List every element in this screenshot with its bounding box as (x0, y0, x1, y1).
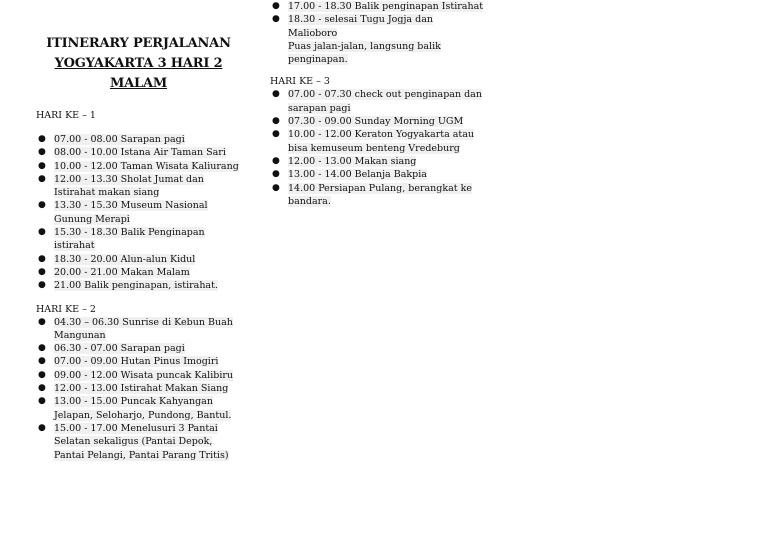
day-1-list (36, 133, 241, 293)
list-item: ● 21.00 Balik penginapan, istirahat. (38, 280, 218, 292)
list-item: ● 12.00 - 13.00 Istirahat Makan Siang (38, 383, 229, 395)
bullet-icon: ● (38, 316, 46, 327)
bullet-icon: ● (38, 160, 46, 171)
list-item: ● 17.00 - 18.30 Balik penginapan Istirahat (272, 1, 484, 12)
title-line-1: ITINERARY PERJALANAN (46, 36, 231, 51)
list-item: ● 08.00 - 10.00 Istana Air Taman Sari (38, 147, 226, 159)
bullet-icon: ● (272, 169, 280, 180)
list-item: ● 14.00 Persiapan Pulang, berangkat ke bandara. (272, 182, 473, 207)
list-item: ● 07.00 - 07.30 check out penginapan dan sarapan pagi (272, 89, 482, 114)
bullet-icon: ● (38, 253, 46, 264)
bullet-icon: ● (38, 173, 46, 184)
bullet-icon: ● (38, 134, 46, 144)
bullet-icon: ● (272, 89, 280, 100)
day-2-note: Puas jalan-jalan, langsung balik penginapan. (288, 40, 441, 66)
list-item: ● 13.30 - 15.30 Museum Nasional Gunung Merapi (38, 200, 208, 225)
bullet-icon: ● (38, 369, 46, 380)
document-title (36, 34, 241, 94)
bullet-icon: ● (38, 343, 46, 354)
list-item: ● 15.30 - 18.30 Balik Penginapan istirahat (38, 227, 205, 252)
bullet-icon: ● (272, 129, 280, 140)
list-item: ● 20.00 - 21.00 Makan Malam (38, 266, 190, 278)
bullet-icon: ● (38, 147, 46, 158)
bullet-icon: ● (272, 182, 280, 193)
bullet-icon: ● (38, 227, 46, 238)
list-item: ● 18.30 - selesai Tugu Jogja dan Malioboro Puas jalan-jalan, langsung balik penginapan. (272, 14, 441, 66)
list-item: ● 10.00 - 12.00 Taman Wisata Kaliurang (38, 160, 239, 172)
bullet-icon: ● (272, 155, 280, 166)
list-item: ● 07.00 - 09.00 Hutan Pinus Imogiri (38, 356, 219, 368)
bullet-icon: ● (38, 396, 46, 407)
list-item: ● 12.00 - 13.30 Sholat Jumat dan Istirahat makan siang (38, 173, 204, 199)
day-2-list (36, 316, 241, 462)
bullet-icon: ● (38, 422, 46, 433)
list-item: ● 18.30 - 20.00 Alun-alun Kidul (38, 253, 196, 265)
title-line-2: YOGYAKARTA 3 HARI 2 (54, 56, 223, 71)
day-1-heading: HARI KE – 1 (36, 110, 96, 121)
list-item: ● 13.00 - 15.00 Puncak Kahyangan Jelapan, Seloharjo, Pundong, Bantul. (38, 396, 232, 421)
list-item: ● 07.30 - 09.00 Sunday Morning UGM (272, 116, 464, 128)
list-item: ● 07.00 - 08.00 Sarapan pagi (38, 134, 185, 145)
bullet-icon: ● (38, 383, 46, 394)
day-2-heading: HARI KE – 2 (36, 303, 96, 315)
bullet-icon: ● (272, 116, 280, 127)
list-item: ● 04.30 – 06.30 Sunrise di Kebun Buah Mangunan (38, 316, 233, 341)
day-3-heading: HARI KE – 3 (270, 76, 330, 88)
list-item: ● 12.00 - 13.00 Makan siang (272, 155, 417, 167)
list-item: ● 15.00 - 17.00 Menelusuri 3 Pantai Selatan sekaligus (Pantai Depok, Pantai Pelangi, Pantai Parang Tritis) (38, 422, 229, 461)
bullet-icon: ● (38, 356, 46, 367)
bullet-icon: ● (272, 14, 280, 25)
bullet-icon: ● (38, 280, 46, 291)
bullet-icon: ● (38, 200, 46, 211)
list-item: ● 13.00 - 14.00 Belanja Bakpia (272, 169, 427, 181)
bullet-icon: ● (38, 266, 46, 277)
bullet-icon: ● (272, 1, 280, 11)
list-item: ● 10.00 - 12.00 Keraton Yogyakarta atau bisa kemuseum benteng Vredeburg (272, 129, 475, 154)
title-line-3: MALAM (109, 76, 168, 91)
list-item: ● 09.00 - 12.00 Wisata puncak Kalibiru (38, 369, 234, 381)
right-column (270, 0, 485, 208)
day-2-continued-list (270, 0, 485, 66)
left-column (36, 0, 241, 462)
day-3-list (270, 88, 485, 208)
list-item: ● 06.30 - 07.00 Sarapan pagi (38, 343, 185, 355)
